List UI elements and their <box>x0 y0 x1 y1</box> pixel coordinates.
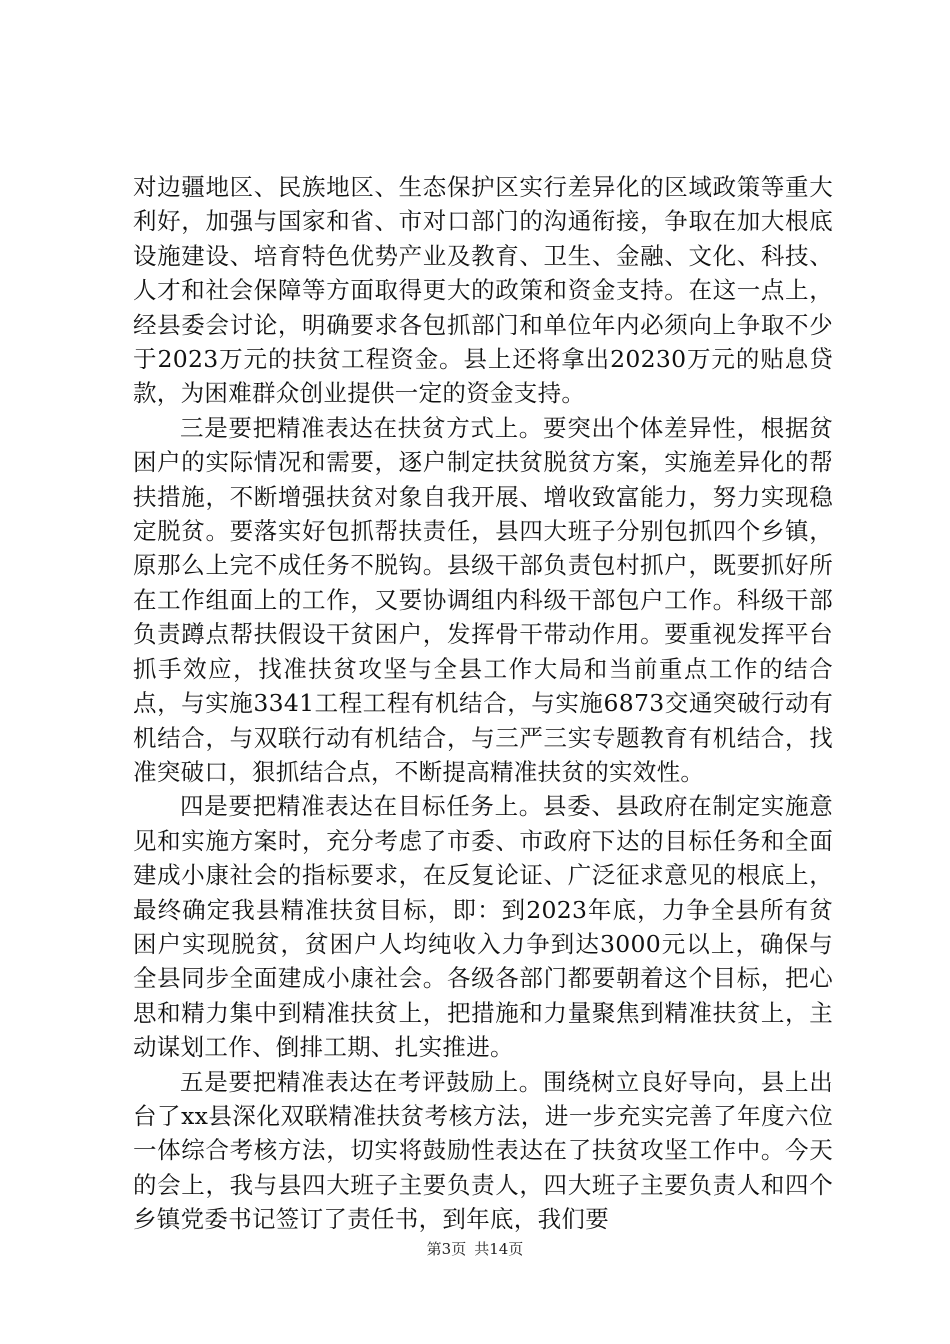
paragraph-three: 三是要把精准表达在扶贫方式上。要突出个体差异性，根据贫困户的实际情况和需要，逐户制定扶贫脱贫方案，实施差异化的帮扶措施，不断增强扶贫对象自我开展、增收致富能力，努力实现稳定脱贫。要落实好包抓帮扶责任，县四大班子分别包抓四个乡镇，原那么上完不成任务不脱钩。县级干部负责包村抓户，既要抓好所在工作组面上的工作，又要协调组内科级干部包户工作。科级干部负责蹲点帮扶假设干贫困户，发挥骨干带动作用。要重视发挥平台抓手效应，找准扶贫攻坚与全县工作大局和当前重点工作的结合点，与实施3341工程工程有机结合，与实施6873交通突破行动有机结合，与双联行动有机结合，与三严三实专题教育有机结合，找准突破口，狠抓结合点，不断提高精准扶贫的实效性。 <box>133 413 833 786</box>
page-footer <box>0 1239 950 1259</box>
paragraph-five: 五是要把精准表达在考评鼓励上。围绕树立良好导向，县上出台了xx县深化双联精准扶贫考核方法，进一步充实完善了年度六位一体综合考核方法，切实将鼓励性表达在了扶贫攻坚工作中。今天的会上，我与县四大班子主要负责人，四大班子主要负责人和四个乡镇党委书记签订了责任书，到年底，我们要 <box>133 1067 833 1234</box>
page-total: 共14页 <box>474 1240 524 1258</box>
body-text <box>133 170 833 1237</box>
paragraph-four: 四是要把精准表达在目标任务上。县委、县政府在制定实施意见和实施方案时，充分考虑了市委、市政府下达的目标任务和全面建成小康社会的指标要求，在反复论证、广泛征求意见的根底上，最终确定我县精准扶贫目标，即：到2023年底，力争全县所有贫困户实现脱贫，贫困户人均纯收入力争到达3000元以上，确保与全县同步全面建成小康社会。各级各部门都要朝着这个目标，把心思和精力集中到精准扶贫上，把措施和力量聚焦到精准扶贫上，主动谋划工作、倒排工期、扎实推进。 <box>133 792 833 1062</box>
page-number: 第3页 <box>426 1240 467 1258</box>
paragraph-continuation: 对边疆地区、民族地区、生态保护区实行差异化的区域政策等重大利好，加强与国家和省、市对口部门的沟通衔接，争取在加大根底设施建设、培育特色优势产业及教育、卫生、金融、文化、科技、人才和社会保障等方面取得更大的政策和资金支持。在这一点上，经县委会讨论，明确要求各包抓部门和单位年内必须向上争取不少于2023万元的扶贫工程资金。县上还将拿出20230万元的贴息贷款，为困难群众创业提供一定的资金支持。 <box>133 173 833 408</box>
